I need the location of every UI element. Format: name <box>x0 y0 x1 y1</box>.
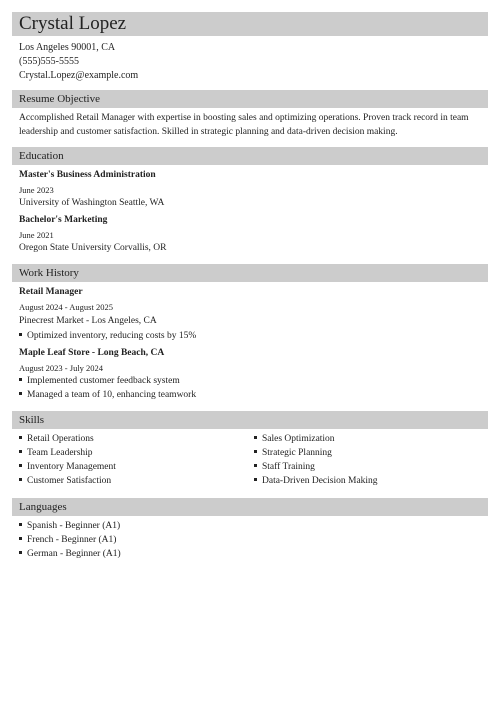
skill-text: Team Leadership <box>27 448 93 458</box>
bullet-icon <box>254 464 257 467</box>
job-bullet <box>19 330 196 343</box>
education-date: June 2023 <box>19 185 54 195</box>
education-degree: Bachelor's Marketing <box>19 215 108 225</box>
section-title-languages: Languages <box>19 501 67 513</box>
bullet-icon <box>19 551 22 554</box>
skill-item <box>19 447 93 460</box>
objective-text: Accomplished Retail Manager with expertise in boosting sales and optimizing operations. Proven track record in team leadership and customer satisfaction. Skilled in strategic planning and data-driven decision making. <box>19 113 469 137</box>
language-text: French - Beginner (A1) <box>27 535 117 545</box>
skill-item <box>19 461 116 474</box>
section-header-education <box>12 147 488 165</box>
job-title: Retail Manager <box>19 287 83 297</box>
section-title-skills: Skills <box>19 414 45 426</box>
education-school: University of Washington Seattle, WA <box>19 198 165 208</box>
section-header-objective <box>12 90 488 108</box>
skill-text: Strategic Planning <box>262 448 332 458</box>
skill-text: Sales Optimization <box>262 434 335 444</box>
skill-item <box>254 433 335 446</box>
language-item <box>19 548 121 561</box>
education-school: Oregon State University Corvallis, OR <box>19 243 167 253</box>
job-bullet-text: Implemented customer feedback system <box>27 376 180 386</box>
bullet-icon <box>19 537 22 540</box>
bullet-icon <box>254 478 257 481</box>
section-title-objective: Resume Objective <box>19 93 100 105</box>
contact-phone: (555)555-5555 <box>19 56 79 67</box>
contact-email: Crystal.Lopez@example.com <box>19 70 139 81</box>
job-bullet-text: Optimized inventory, reducing costs by 15% <box>27 331 197 341</box>
bullet-icon <box>19 333 22 336</box>
section-header-skills <box>12 411 488 429</box>
language-text: German - Beginner (A1) <box>27 549 121 559</box>
language-item <box>19 520 120 533</box>
skill-text: Inventory Management <box>27 462 116 472</box>
bullet-icon <box>254 436 257 439</box>
skill-text: Staff Training <box>262 462 315 472</box>
job-bullet <box>19 375 180 388</box>
bullet-icon <box>19 450 22 453</box>
skill-text: Customer Satisfaction <box>27 476 112 486</box>
skill-item <box>254 447 332 460</box>
section-header-languages <box>12 498 488 516</box>
job-company: Pinecrest Market - Los Angeles, CA <box>19 316 157 326</box>
section-title-work: Work History <box>19 267 79 279</box>
language-item <box>19 534 116 547</box>
job-dates: August 2024 - August 2025 <box>19 302 113 312</box>
candidate-name: Crystal Lopez <box>19 13 127 34</box>
skill-item <box>19 475 111 488</box>
skill-item <box>19 433 94 446</box>
job-dates: August 2023 - July 2024 <box>19 363 104 373</box>
skill-item <box>254 461 315 474</box>
education-degree: Master's Business Administration <box>19 170 156 180</box>
contact-address: Los Angeles 90001, CA <box>19 42 116 53</box>
bullet-icon <box>19 392 22 395</box>
section-header-work <box>12 264 488 282</box>
bullet-icon <box>19 378 22 381</box>
bullet-icon <box>19 436 22 439</box>
bullet-icon <box>254 450 257 453</box>
skill-text: Retail Operations <box>27 434 94 444</box>
job-title: Maple Leaf Store - Long Beach, CA <box>19 348 165 358</box>
language-text: Spanish - Beginner (A1) <box>27 521 121 531</box>
education-date: June 2021 <box>19 230 54 240</box>
skill-item <box>254 475 378 488</box>
job-bullet <box>19 389 196 402</box>
bullet-icon <box>19 464 22 467</box>
job-bullet-text: Managed a team of 10, enhancing teamwork <box>27 390 197 400</box>
name-header-bar <box>12 12 488 36</box>
bullet-icon <box>19 478 22 481</box>
section-title-education: Education <box>19 150 64 162</box>
bullet-icon <box>19 523 22 526</box>
skill-text: Data-Driven Decision Making <box>262 476 378 486</box>
